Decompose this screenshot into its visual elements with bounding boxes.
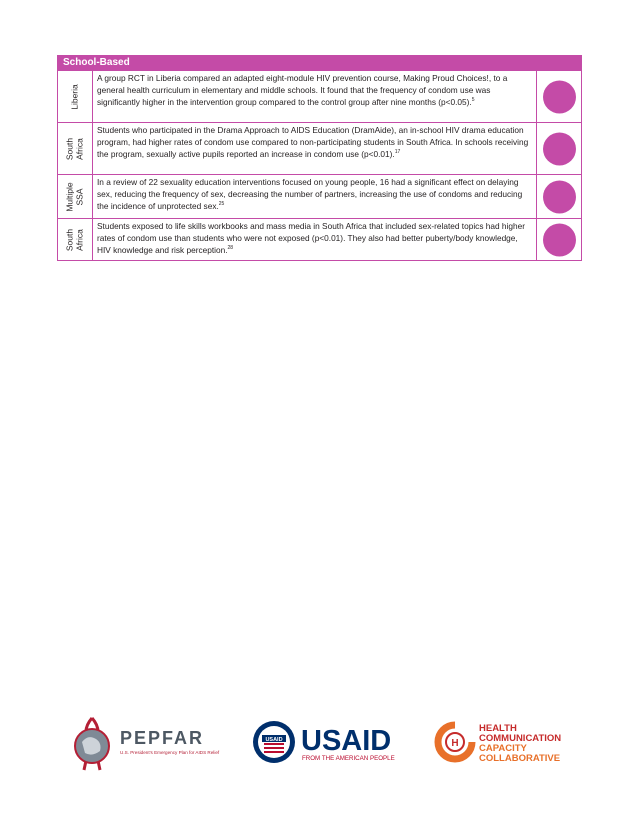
country-cell xyxy=(58,71,93,123)
description-text: A group RCT in Liberia compared an adapted eight-module HIV prevention course, Making Proud Choices!, to a general health curriculum in elementary and middle schools. It found that the frequency of condom use was significantly higher in the intervention group compared to the control group after nine months (p<0.05). xyxy=(97,73,508,107)
rating-cell xyxy=(537,175,582,219)
country-label: South Africa xyxy=(64,228,84,251)
country-cell xyxy=(58,175,93,219)
table-row xyxy=(58,123,582,175)
description-text: Students who participated in the Drama Approach to AIDS Education (DramAide), an in-school HIV drama education program, had higher rates of condom use compared to non-participating students in South Africa. In schools receiving the program, sexually active pupils reported an increase in condom use (p<0.01). xyxy=(97,125,529,159)
svg-text:HEALTH: HEALTH xyxy=(479,723,517,734)
country-label: South Africa xyxy=(64,137,84,160)
svg-text:USAID: USAID xyxy=(301,725,392,757)
section-header: School-Based xyxy=(57,55,582,70)
usaid-seal-icon xyxy=(251,712,401,774)
hc3-logo xyxy=(433,718,573,775)
svg-text:H: H xyxy=(451,738,459,749)
table-row xyxy=(58,175,582,219)
rating-circle xyxy=(543,180,576,213)
hc3-emblem-icon xyxy=(433,718,573,770)
reference-number: 28 xyxy=(227,245,234,252)
table-row xyxy=(58,219,582,261)
svg-text:USAID: USAID xyxy=(265,737,283,743)
evidence-rows xyxy=(57,70,582,261)
description-cell xyxy=(93,219,537,261)
svg-text:CAPACITY: CAPACITY xyxy=(479,743,527,754)
svg-text:COMMUNICATION: COMMUNICATION xyxy=(479,733,562,744)
rating-circle xyxy=(543,80,576,113)
description-cell xyxy=(93,123,537,175)
rating-circle xyxy=(543,132,576,165)
table-row xyxy=(58,71,582,123)
description-cell xyxy=(93,175,537,219)
svg-text:PEPFAR: PEPFAR xyxy=(120,728,205,748)
rating-cell xyxy=(537,219,582,261)
country-label: Liberia xyxy=(69,83,80,110)
description-text: In a review of 22 sexuality education interventions focused on young people, 16 had a significant effect on delaying sex, reducing the frequency of sex, decreasing the number of partners, increasing the use of condoms and reducing the incidence of unprotected sex. xyxy=(97,177,523,211)
partner-logos xyxy=(70,712,570,777)
reference-number: 5 xyxy=(471,97,475,104)
svg-text:COLLABORATIVE: COLLABORATIVE xyxy=(479,753,561,764)
reference-number: 25 xyxy=(218,201,225,208)
svg-text:U.S. President's Emergency Pla: U.S. President's Emergency Plan for AIDS Relief xyxy=(120,750,220,755)
description-cell xyxy=(93,71,537,123)
reference-number: 17 xyxy=(394,149,401,156)
description-text: Students exposed to life skills workbooks and mass media in South Africa that included sex-related topics had higher rates of condom use than students who were not exposed (p<0.01). They also had better puberty/body knowledge, HIV knowledge and risk perception. xyxy=(97,221,525,255)
rating-cell xyxy=(537,71,582,123)
rating-circle xyxy=(543,223,576,256)
svg-text:FROM THE AMERICAN PEOPLE: FROM THE AMERICAN PEOPLE xyxy=(302,755,395,762)
usaid-logo xyxy=(251,712,401,779)
pepfar-emblem-icon xyxy=(70,712,220,774)
country-cell xyxy=(58,219,93,261)
pepfar-logo xyxy=(70,712,220,779)
country-cell xyxy=(58,123,93,175)
rating-cell xyxy=(537,123,582,175)
evidence-table xyxy=(57,55,582,261)
country-label: Multiple SSA xyxy=(64,181,84,212)
